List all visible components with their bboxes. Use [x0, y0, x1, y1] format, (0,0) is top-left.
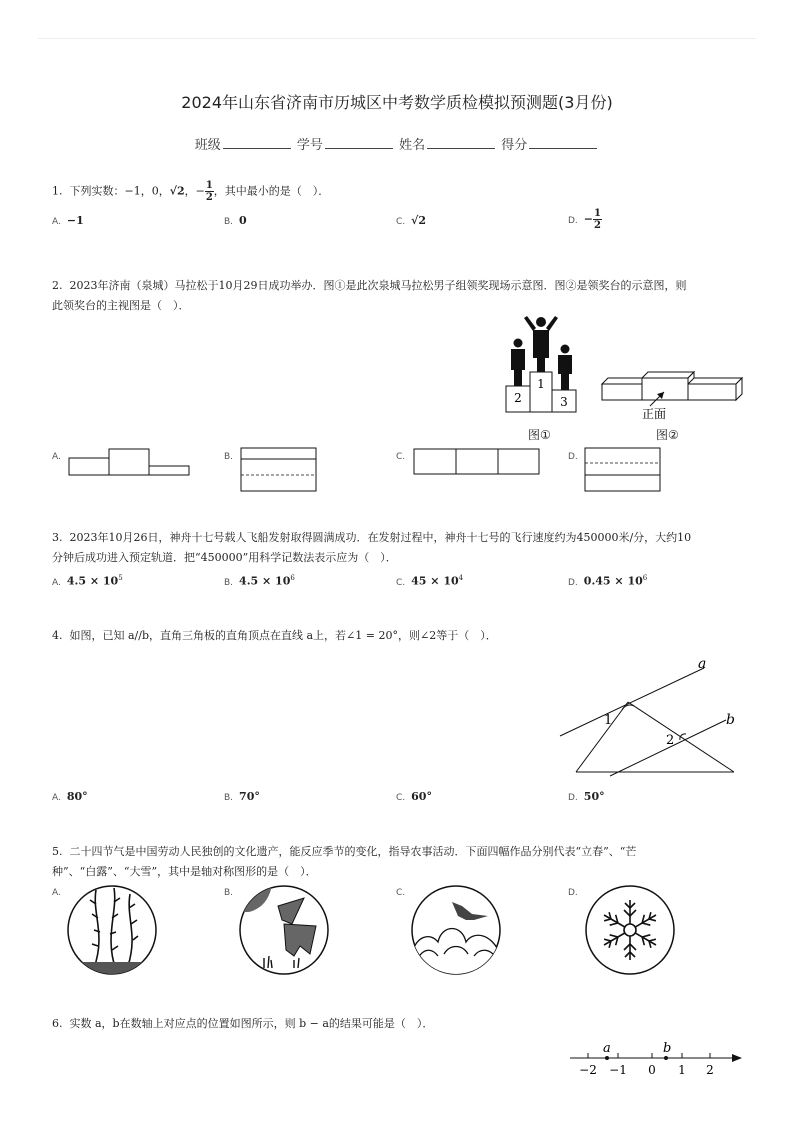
- podium2-center-top: [642, 372, 694, 378]
- q1-option-c-label: C.: [396, 217, 406, 227]
- q5-option-b-farmer-icon[interactable]: [238, 884, 330, 976]
- q4-option-a[interactable]: [52, 790, 88, 803]
- q1-option-d-minus: −: [583, 212, 594, 226]
- q5-option-c-label[interactable]: C.: [396, 888, 406, 898]
- line-a: [560, 668, 704, 736]
- q1-option-a-label: A.: [52, 217, 61, 227]
- q1-sqrt: √2: [169, 184, 185, 198]
- q3-option-c[interactable]: [396, 574, 463, 588]
- podium-figure-2: [600, 366, 746, 426]
- q3-line1: 2023年10月26日，神舟十七号载人飞船发射取得圆满成功．在发射过程中，神舟十七号的飞行速度约为450000米/分，大约10: [69, 531, 692, 544]
- q2-line1: 2023年济南（泉城）马拉松于10月29日成功举办．图①是此次泉城马拉松男子组领奖现场示意图．图②是领奖台的示意图，则: [69, 279, 687, 292]
- winner-head-icon: [536, 317, 546, 327]
- q5-line2: 种”、“白露”、“大雪”，其中是轴对称图形的是（ ）．: [52, 865, 317, 878]
- q5-option-a-label[interactable]: A.: [52, 888, 61, 898]
- q3-option-d-exp: 6: [642, 574, 648, 582]
- podium-figure-1: [500, 316, 590, 416]
- point-b-label: b: [663, 1041, 672, 1056]
- q3-option-c-label: C.: [396, 577, 406, 588]
- q4-option-c[interactable]: [396, 790, 432, 803]
- angle1-label: 1: [604, 713, 613, 728]
- triangle-right: [628, 702, 734, 772]
- q1-fraction: [205, 180, 214, 203]
- q1-option-d-label: D.: [568, 215, 578, 226]
- q4-option-d[interactable]: [568, 790, 605, 803]
- q2-stem: [52, 276, 752, 316]
- q3-option-d-label: D.: [568, 577, 578, 588]
- q5-stem: [52, 842, 752, 882]
- q1-frac-num: 1: [205, 180, 213, 191]
- q2-line2: 此领奖台的主视图是（ ）．: [52, 299, 190, 312]
- line-b-label: b: [726, 712, 735, 728]
- q3-option-d-base: 0.45 × 10: [583, 574, 643, 588]
- podium-label-1: 1: [537, 377, 545, 391]
- q5-line1: 二十四节气是中国劳动人民独创的文化遗产，能反应季节的变化，指导农事活动．下面四幅作品分别代表“立春”、“芒: [69, 845, 637, 858]
- podium2-right-top: [688, 378, 742, 384]
- q1-stem: [52, 180, 329, 203]
- front-label: 正面: [642, 407, 667, 421]
- q1-option-d-fraction: [593, 208, 602, 231]
- q3-option-d[interactable]: [568, 574, 647, 588]
- point-b-dot: [664, 1056, 668, 1060]
- q3-option-b-label: B.: [224, 577, 234, 588]
- point-a-dot: [605, 1056, 609, 1060]
- q3-line2: 分钟后成功进入预定轨道．把“450000”用科学记数法表示应为（ ）．: [52, 551, 397, 564]
- q3-option-a-label: A.: [52, 577, 61, 588]
- q2-option-a-figure[interactable]: [68, 448, 192, 476]
- q3-option-b-base: 4.5 × 10: [239, 574, 291, 588]
- q4-option-b-text: 70°: [239, 790, 260, 803]
- q5-option-c-bird-cloud-icon[interactable]: [410, 884, 502, 976]
- q4-option-d-label: D.: [568, 793, 578, 803]
- q1-stem-a: 下列实数：−1，0，: [69, 184, 170, 198]
- q1-option-d-den: 2: [594, 220, 601, 231]
- page-title: 2024年山东省济南市历城区中考数学质检模拟预测题(3月份): [181, 93, 613, 112]
- name-blank[interactable]: [427, 136, 495, 149]
- q1-stem-b: ，−: [184, 184, 205, 198]
- q3-stem: [52, 528, 752, 568]
- q4-number: 4.: [52, 629, 63, 642]
- name-label: 姓名: [399, 138, 426, 153]
- q5-option-b-label[interactable]: B.: [224, 888, 234, 898]
- tick-label-neg1: −1: [609, 1063, 627, 1077]
- third-head-icon: [561, 345, 570, 354]
- q1-option-c-text: √2: [411, 214, 427, 227]
- q5-option-a-willow-icon[interactable]: [66, 884, 158, 976]
- q6-number-line: [566, 1036, 746, 1080]
- q2-option-a-label[interactable]: A.: [52, 452, 61, 462]
- q5-number: 5.: [52, 845, 63, 858]
- podium2-center-front: [642, 378, 688, 400]
- q4-option-c-text: 60°: [411, 790, 432, 803]
- q2-option-b-figure[interactable]: [240, 447, 318, 493]
- class-blank[interactable]: [223, 136, 291, 149]
- q3-option-b[interactable]: [224, 574, 295, 588]
- q6-number: 6.: [52, 1017, 63, 1030]
- q4-option-b[interactable]: [224, 790, 260, 803]
- q3-option-b-exp: 6: [290, 574, 295, 582]
- line-a-label: a: [698, 656, 707, 672]
- point-a-label: a: [603, 1041, 611, 1056]
- q1-frac-den: 2: [205, 192, 213, 203]
- q1-option-c[interactable]: [396, 214, 426, 227]
- q4-diagram: [556, 656, 746, 780]
- q5-option-d-label[interactable]: D.: [568, 888, 578, 898]
- id-label: 学号: [296, 138, 323, 153]
- q4-option-a-text: 80°: [66, 790, 88, 803]
- podium-label-2: 2: [514, 391, 522, 405]
- q4-option-c-label: C.: [396, 793, 406, 803]
- q3-option-c-exp: 4: [458, 574, 464, 582]
- winner-right-arm: [546, 316, 558, 331]
- q1-option-d-num: 1: [594, 208, 601, 219]
- top-rule: [38, 38, 756, 39]
- id-blank[interactable]: [325, 136, 393, 149]
- q2-number: 2.: [52, 279, 63, 292]
- q2-option-d-label[interactable]: D.: [568, 452, 578, 462]
- podium2-left-front: [602, 384, 642, 400]
- q3-number: 3.: [52, 531, 63, 544]
- podium-label-3: 3: [560, 395, 568, 409]
- q2-option-d-figure[interactable]: [584, 447, 662, 493]
- podium2-left-top: [602, 378, 648, 384]
- q1-option-d[interactable]: [568, 208, 602, 231]
- fig1-caption: 图①: [528, 428, 551, 442]
- q4-option-b-label: B.: [224, 793, 234, 803]
- podium2-right-front: [688, 384, 736, 400]
- score-label: 得分: [501, 138, 528, 153]
- q3-option-a-exp: 5: [118, 574, 123, 582]
- triangle-left: [576, 702, 628, 772]
- axis-arrow-icon: [732, 1054, 742, 1062]
- angle2-label: 2: [666, 733, 675, 748]
- q4-option-d-text: 50°: [583, 790, 605, 803]
- q1-number: 1.: [52, 184, 63, 198]
- q6-stem: [52, 1014, 752, 1034]
- q1-option-a[interactable]: [52, 214, 84, 227]
- q3-option-a[interactable]: [52, 574, 123, 588]
- q1-stem-c: ，其中最小的是（ ）．: [213, 184, 330, 198]
- third-body: [558, 355, 572, 390]
- q4-stem: [52, 626, 752, 646]
- winner-left-arm: [524, 316, 536, 331]
- tick-label-1: 1: [678, 1063, 686, 1077]
- q4-option-a-label: A.: [52, 793, 61, 803]
- student-info-line: [0, 134, 794, 153]
- q1-option-b[interactable]: [224, 214, 247, 227]
- class-label: 班级: [194, 138, 221, 153]
- second-head-icon: [514, 339, 523, 348]
- tick-label-2: 2: [706, 1063, 714, 1077]
- q3-option-c-base: 45 × 10: [411, 574, 459, 588]
- tick-label-neg2: −2: [579, 1063, 597, 1077]
- tick-label-0: 0: [648, 1063, 656, 1077]
- q2-option-b-label[interactable]: B.: [224, 452, 234, 462]
- winner-body: [533, 330, 549, 372]
- q1-option-b-text: 0: [239, 214, 247, 227]
- q2-option-c-figure[interactable]: [413, 448, 541, 476]
- fig2-caption: 图②: [656, 428, 679, 442]
- q1-option-a-text: −1: [66, 214, 84, 227]
- q1-option-b-label: B.: [224, 217, 234, 227]
- score-blank[interactable]: [529, 136, 597, 149]
- q5-option-d-snowflake-icon[interactable]: [584, 884, 676, 976]
- q6-stem-text: 实数 a，b在数轴上对应点的位置如图所示，则 b − a的结果可能是（ ）．: [69, 1017, 434, 1030]
- q3-option-a-base: 4.5 × 10: [66, 574, 119, 588]
- q2-option-c-label[interactable]: C.: [396, 452, 406, 462]
- second-body: [511, 349, 525, 386]
- q4-stem-text: 如图，已知 a//b，直角三角板的直角顶点在直线 a上，若∠1 = 20°，则∠2等于（ ）．: [69, 629, 497, 642]
